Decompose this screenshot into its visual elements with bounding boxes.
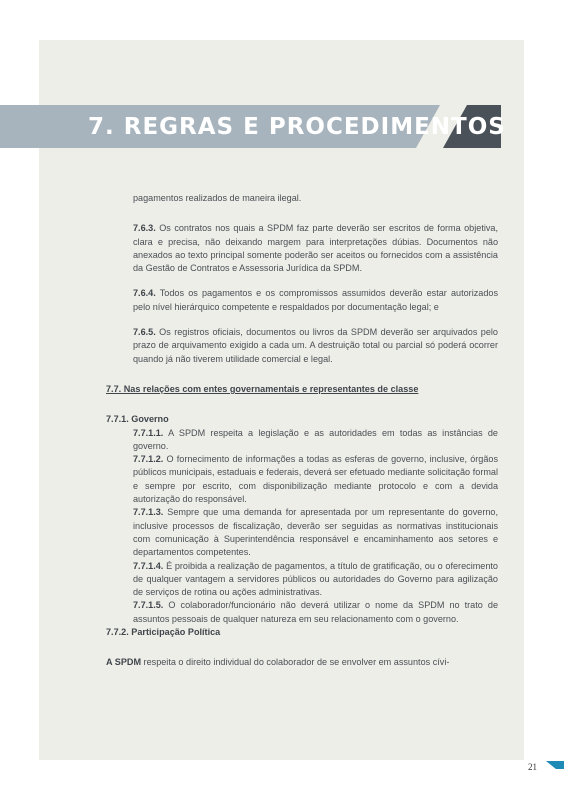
clause-text: O fornecimento de informações a todas as esferas de governo, inclusive, órgãos públicos municipais, estaduais e federais, deverá ser efetuado mediante solicitação formal e sempre por escrito, com disponibilização mediante protocolo e com a devida autorização do responsável.	[133, 454, 498, 505]
clause-number: 7.7.1.1.	[133, 427, 164, 438]
document-body	[106, 192, 498, 670]
clause-number: 7.6.5.	[133, 327, 156, 338]
paragraph-7-7-1-5	[133, 599, 498, 626]
clause-text: Os registros oficiais, documentos ou livros da SPDM deverão ser arquivados pelo prazo de arquivamento exigido a cada um. A destruição total ou parcial só poderá ocorrer quando já não tiverem utilidade comercial e legal.	[133, 327, 498, 364]
page-number: 21	[528, 762, 537, 772]
clause-number: 7.6.3.	[133, 223, 156, 234]
clause-number: 7.7.1.5.	[133, 600, 164, 611]
paragraph-continuation: pagamentos realizados de maneira ilegal.	[133, 193, 302, 203]
section-title: 7. REGRAS E PROCEDIMENTOS	[88, 114, 506, 140]
clause-text: A SPDM respeita a legislação e as autoridades em todas as instâncias de governo.	[133, 427, 498, 451]
paragraph-7-6-5	[133, 326, 498, 366]
paragraph-7-6-3	[133, 222, 498, 275]
paragraph-7-7-1-2	[133, 453, 498, 506]
paragraph-7-7-1-3	[133, 506, 498, 559]
clause-text: Todos os pagamentos e os compromissos assumidos deverão estar autorizados pelo nível hierárquico competente e respaldados por documentação legal; e	[133, 288, 498, 312]
subsection-7-7-1-heading: 7.7.1. Governo	[106, 414, 169, 425]
paragraph-7-6-4	[133, 287, 498, 314]
paragraph-lead: A SPDM	[106, 657, 142, 668]
clause-number: 7.7.1.4.	[133, 560, 164, 571]
paragraph-7-7-2	[106, 656, 498, 669]
section-7-7-title: 7.7. Nas relações com entes governamentais e representantes de classe	[106, 383, 419, 394]
paragraph-7-7-1-1	[133, 427, 498, 454]
clause-number: 7.7.1.3.	[133, 507, 164, 518]
clause-text: O colaborador/funcionário não deverá utilizar o nome da SPDM no trato de assuntos pessoais de qualquer natureza em seu relacionamento com o governo.	[133, 600, 498, 624]
section-7-7-heading	[106, 383, 498, 396]
paragraph-7-7-1-4	[133, 560, 498, 600]
clause-text: Sempre que uma demanda for apresentada por um representante do governo, inclusive processos de fiscalização, deverão ser seguidas as normativas institucionais com comunicação à Superintendência responsável e encaminhamento aos setores e departamentos competentes.	[133, 507, 498, 558]
clause-number: 7.6.4.	[133, 288, 156, 299]
clause-number: 7.7.1.2.	[133, 454, 164, 465]
paragraph-text: respeita o direito individual do colaborador de se envolver em assuntos cívi-	[141, 657, 450, 668]
clause-text: É proibida a realização de pagamentos, a título de gratificação, ou o oferecimento de qualquer vantagem a servidores públicos ou autoridades do Governo para agilização de serviços de rotina ou ações administrativas.	[133, 560, 498, 598]
subsection-7-7-2-heading: 7.7.2. Participação Política	[106, 627, 221, 638]
clause-text: Os contratos nos quais a SPDM faz parte deverão ser escritos de forma objetiva, clara e precisa, não deixando margem para interpretações dúbias. Documentos não anexados ao texto principal somente poderão ser aceitos ou fornecidos com a assistência da Gestão de Contratos e Assessoria Jurídica da SPDM.	[133, 223, 498, 274]
corner-tab-decoration	[546, 761, 564, 769]
